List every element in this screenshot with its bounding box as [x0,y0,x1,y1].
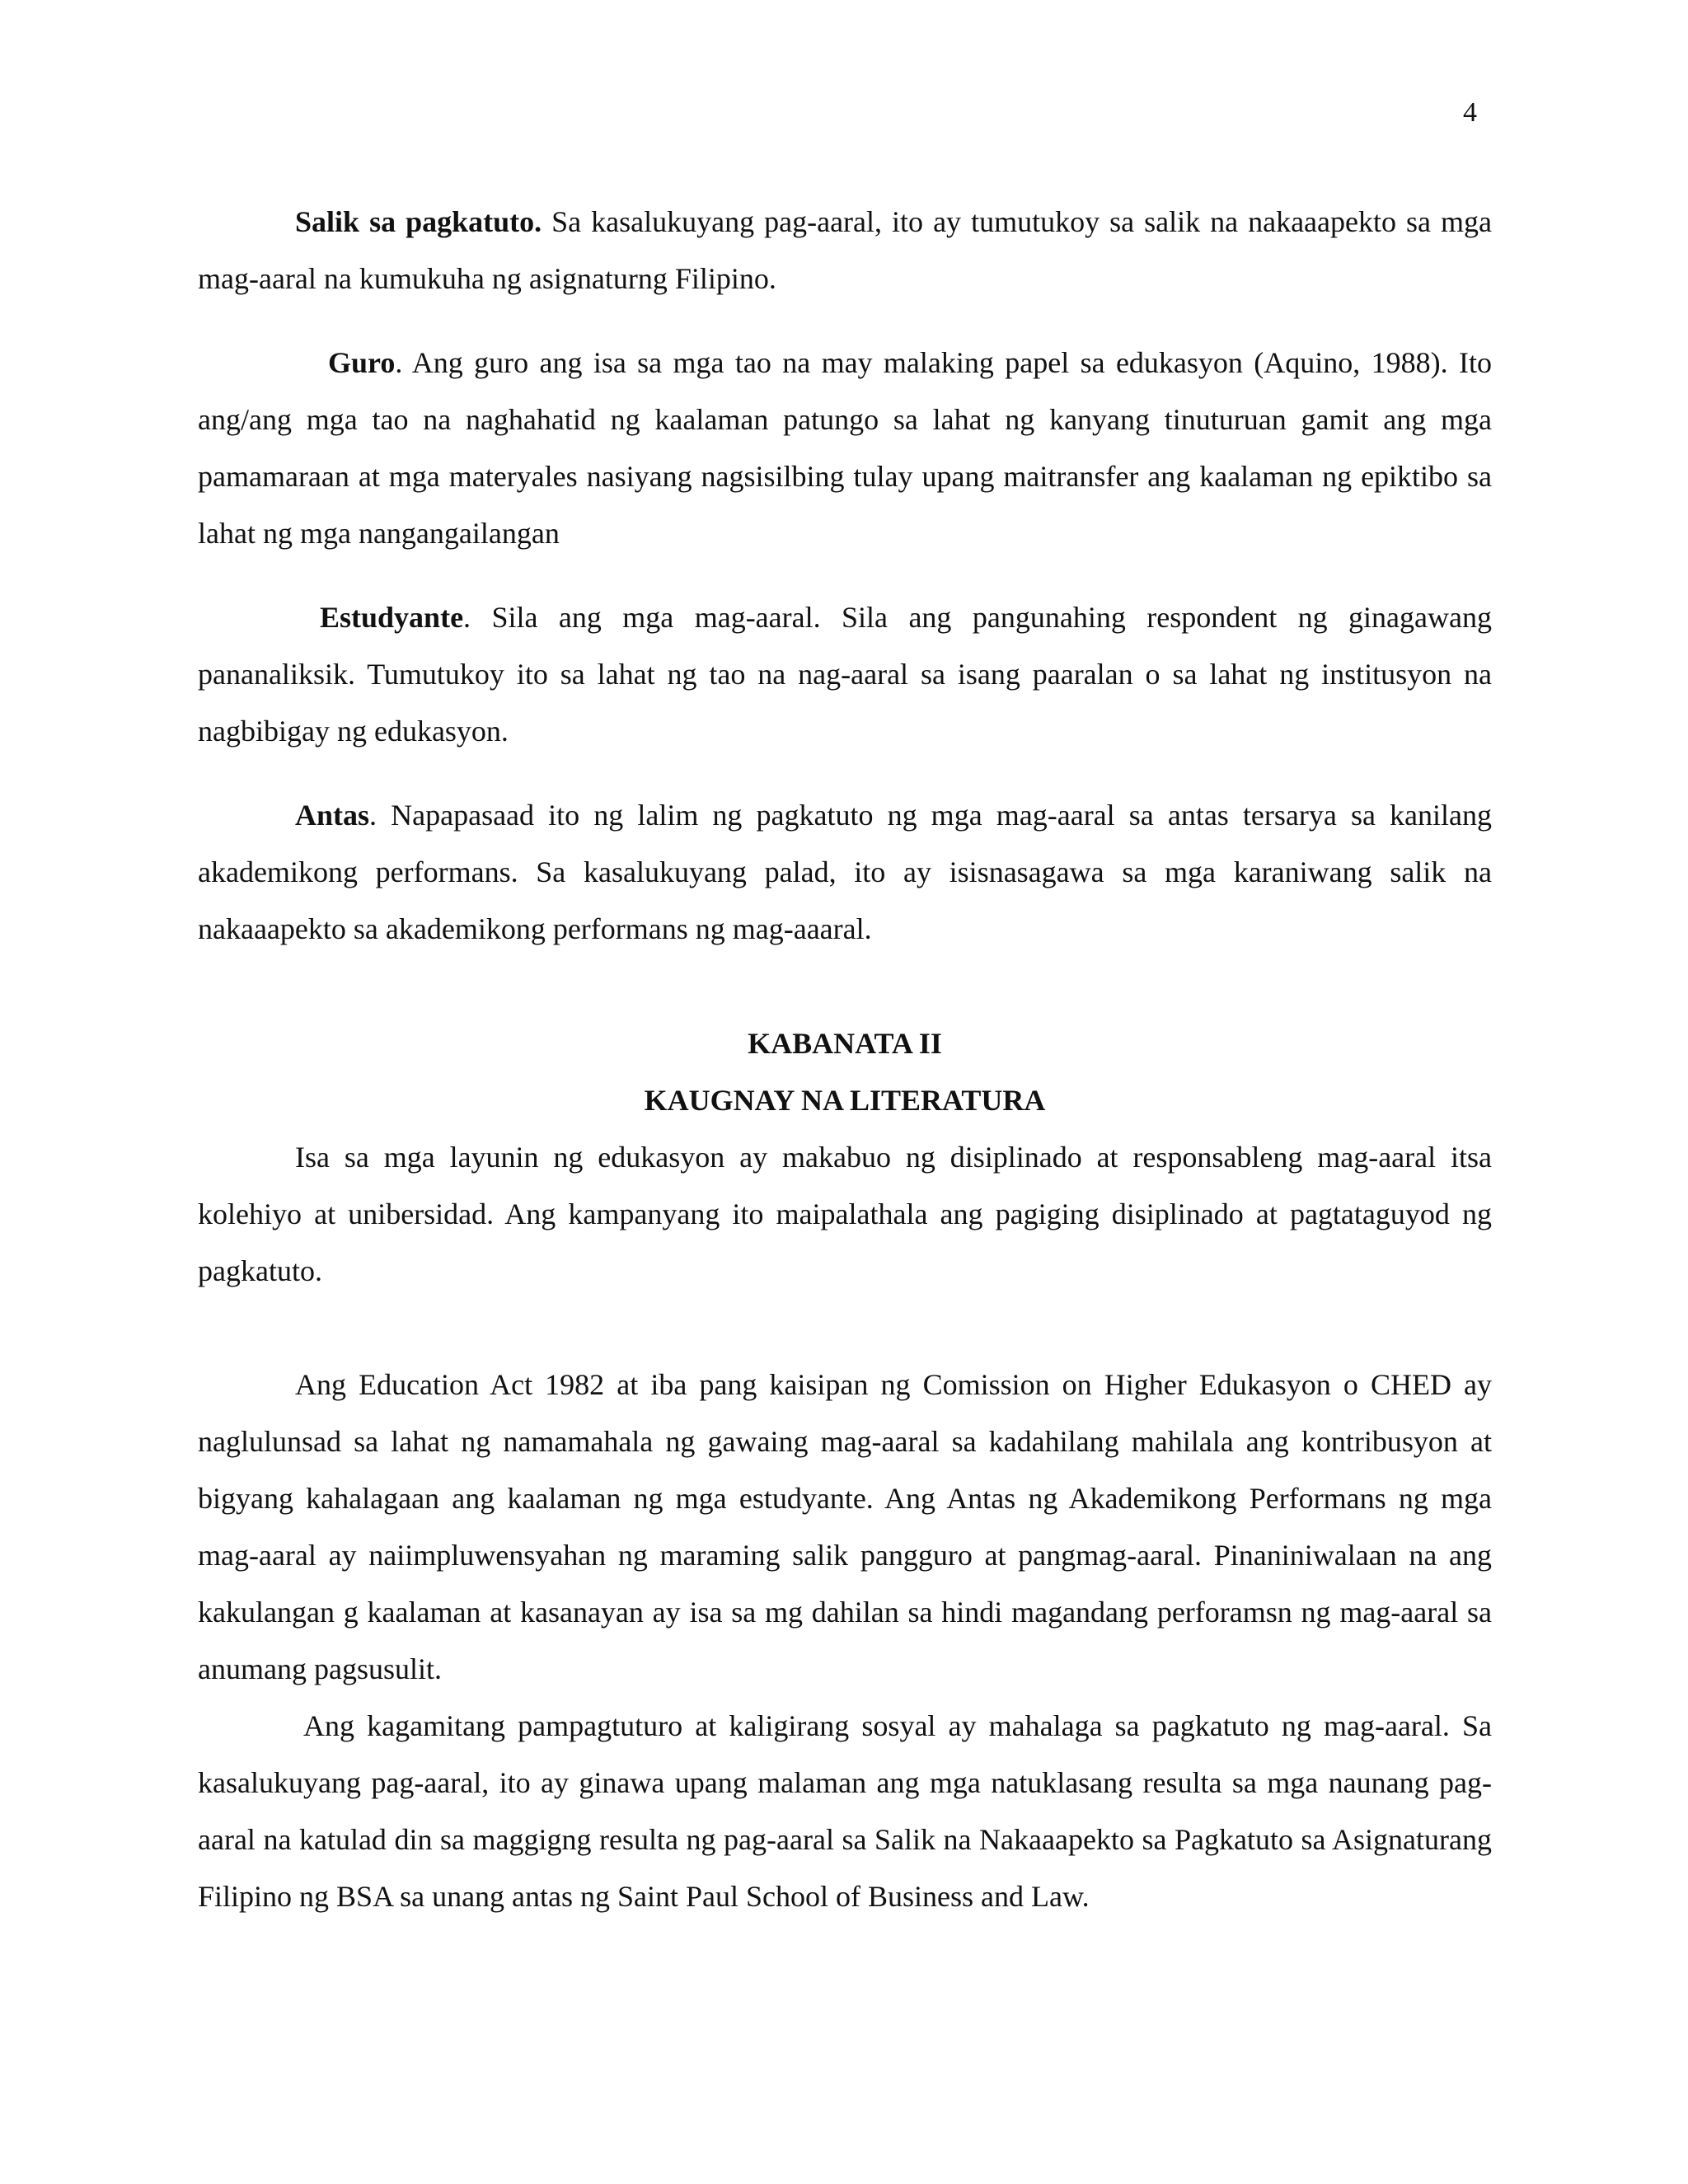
definition-text: Sa kasalukuyang pag-aaral, ito ay tumutukoy sa salik na nakaaapekto sa mga mag-aaral na kumukuha ng asignaturng Filipino. [198,205,1492,295]
document-body [198,194,1492,1925]
definition-text: . Sila ang mga mag-aaral. Sila ang pangunahing respondent ng ginagawang pananaliksik. Tumutukoy ito sa lahat ng tao na nag-aaral sa isang paaralan o sa lahat ng institusyon na nagbibigay ng edukasyon. [198,601,1492,748]
definition-term: Guro [328,346,396,379]
page-number: 4 [1463,97,1477,128]
definition-salik-sa-pagkatuto [198,194,1492,307]
definition-term: Salik sa pagkatuto. [295,205,542,238]
definition-guro [198,335,1492,562]
literature-paragraph: Isa sa mga layunin ng edukasyon ay makabuo ng disiplinado at responsableng mag-aaral itsa kolehiyo at unibersidad. Ang kampanyang ito maipalathala ang pagiging disiplinado at pagtataguyod ng pagkatuto. [198,1141,1492,1287]
definition-text: . Napapasaad ito ng lalim ng pagkatuto ng mga mag-aaral sa antas tersarya sa kanilang akademikong performans. Sa kasalukuyang palad, ito ay isisnasagawa sa mga karaniwang salik na nakaaapekto sa akademikong performans ng mag-aaaral. [198,799,1492,945]
chapter-title: KAUGNAY NA LITERATURA [644,1084,1046,1117]
definition-term: Antas [295,799,370,832]
definition-text: . Ang guro ang isa sa mga tao na may malaking papel sa edukasyon (Aquino, 1988). Ito ang/ang mga tao na naghahatid ng kaalaman patungo sa lahat ng kanyang tinuturuan gamit ang mga pamamaraan at mga materyales nasiyang nagsisilbing tulay upang maitransfer ang kaalaman ng epiktibo sa lahat ng mga nangangailangan [198,346,1492,550]
chapter-heading [198,1015,1492,1129]
definition-antas [198,787,1492,958]
literature-paragraph: Ang kagamitang pampagtuturo at kaligirang sosyal ay mahalaga sa pagkatuto ng mag-aaral. Sa kasalukuyang pag-aaral, ito ay ginawa upang malaman ang mga natuklasang resulta sa mga naunang pag-aaral na katulad din sa maggigng resulta ng pag-aaral sa Salik na Nakaaapekto sa Pagkatuto sa Asignaturang Filipino ng BSA sa unang antas ng Saint Paul School of Business and Law. [198,1709,1492,1913]
chapter-number: KABANATA II [748,1027,942,1060]
definition-term: Estudyante [320,601,464,634]
definition-estudyante [198,589,1492,760]
literature-paragraph: Ang Education Act 1982 at iba pang kaisipan ng Comission on Higher Edukasyon o CHED ay naglulunsad sa lahat ng namamahala ng gawaing mag-aaral sa kadahilang mahilala ang kontribusyon at bigyang kahalagaan ang kaalaman ng mga estudyante. Ang Antas ng Akademikong Performans ng mga mag-aaral ay naiimpluwensyahan ng maraming salik pangguro at pangmag-aaral. Pinaniniwalaan na ang kakulangan g kaalaman at kasanayan ay isa sa mg dahilan sa hindi magandang perforamsn ng mag-aaral sa anumang pagsusulit. [198,1368,1492,1685]
